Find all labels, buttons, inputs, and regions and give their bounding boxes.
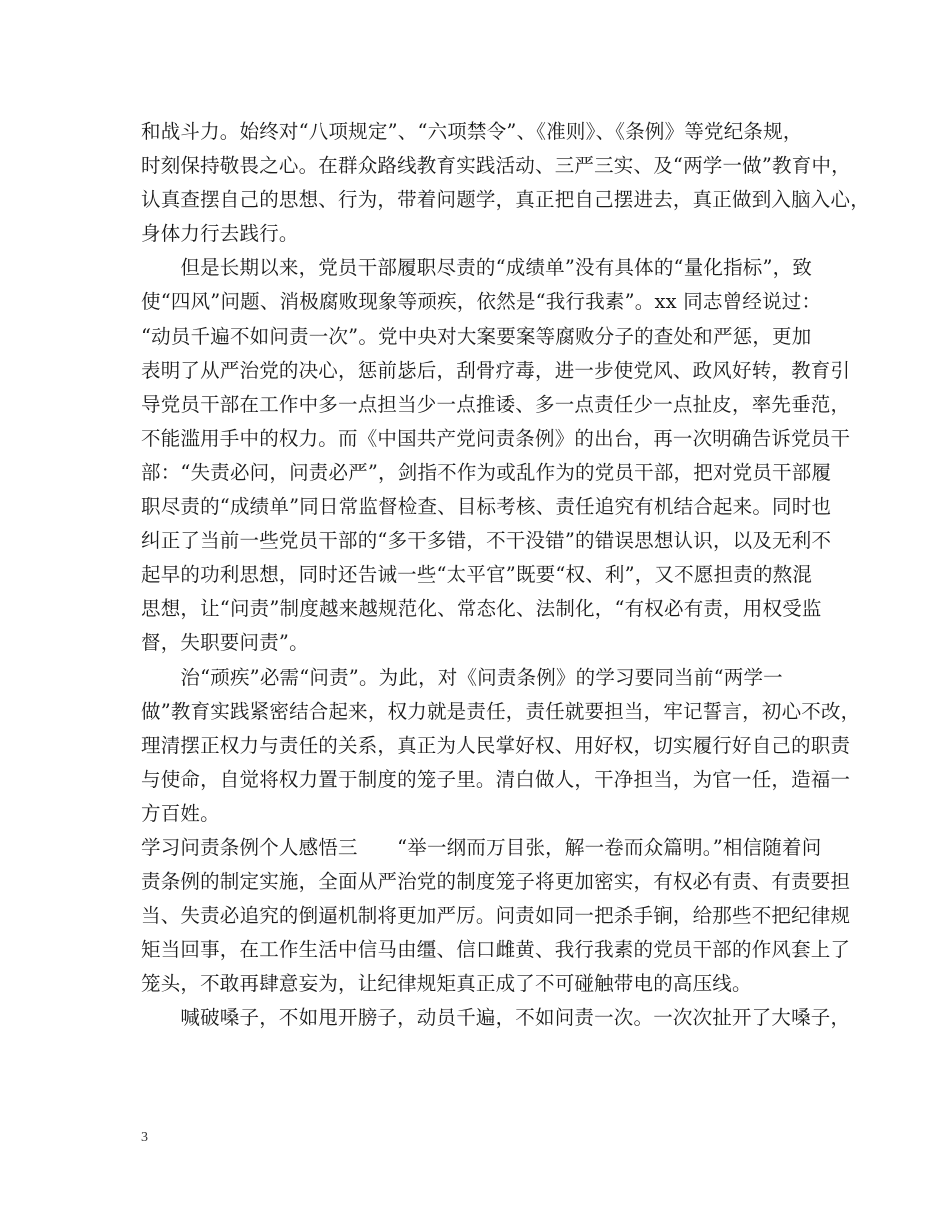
text-line: 督，失职要问责”。 (141, 631, 309, 655)
text-line: 喊破嗓子，不如甩开膀子，动员千遍，不如问责一次。一次次扯开了大嗓子， (141, 1006, 851, 1030)
text-line: 表明了从严治党的决心，惩前毖后，刮骨疗毒，进一步使党风、政风好转，教育引 (141, 358, 851, 382)
text-line: 当、失责必追究的倒逼机制将更加严厉。问责如同一把杀手锏，给那些不把纪律规 (141, 904, 851, 928)
text-line: 方百姓。 (141, 801, 220, 825)
text-line: 使“四风”问题、消极腐败现象等顽疾，依然是“我行我素”。xx 同志曾经说过： (141, 290, 822, 314)
text-line: 学习问责条例个人感悟三 “举一纲而万目张，解一卷而众篇明。”相信随着问 (141, 835, 822, 859)
text-line: 思想，让“问责”制度越来越规范化、常态化、法制化，“有权必有责，用权受监 (141, 597, 822, 621)
document-body (141, 115, 870, 1036)
text-line: 和战斗力。始终对“八项规定”、“六项禁令”、《准则》、《条例》等党纪条规， (141, 120, 803, 143)
text-line: 做”教育实践紧密结合起来，权力就是责任，责任就要担当，牢记誓言，初心不改， (141, 699, 861, 723)
text-line: 笼头，不敢再肆意妄为，让纪律规矩真正成了不可碰触带电的高压线。 (141, 972, 752, 996)
text-line: 责条例的制定实施，全面从严治党的制度笼子将更加密实，有权必有责、有责要担 (141, 870, 851, 894)
text-line: 身体力行去践行。 (141, 222, 299, 246)
text-line: 矩当回事，在工作生活中信马由缰、信口雌黄、我行我素的党员干部的作风套上了 (141, 938, 851, 962)
text-line: 治“顽疾”必需“问责”。为此，对《问责条例》的学习要同当前“两学一 (141, 665, 783, 689)
text-line: 不能滥用手中的权力。而《中国共产党问责条例》的出台，再一次明确告诉党员干 (141, 426, 851, 450)
text-line: 认真查摆自己的思想、行为，带着问题学，真正把自己摆进去，真正做到入脑入心， (141, 188, 870, 212)
text-line: 时刻保持敬畏之心。在群众路线教育实践活动、三严三实、及“两学一做”教育中， (141, 154, 851, 178)
text-line: 理清摆正权力与责任的关系，真正为人民掌好权、用好权，切实履行好自己的职责 (141, 733, 851, 757)
text-line: 起早的功利思想，同时还告诫一些“太平官”既要“权、利”，又不愿担责的熬混 (141, 563, 813, 587)
text-line: 职尽责的“成绩单”同日常监督检查、目标考核、责任追究有机结合起来。同时也 (141, 495, 832, 519)
text-line: “动员千遍不如问责一次”。党中央对大案要案等腐败分子的查处和严惩，更加 (141, 324, 812, 348)
page-number: 3 (141, 1130, 148, 1145)
text-line: 与使命，自觉将权力置于制度的笼子里。清白做人，干净担当，为官一任，造福一 (141, 767, 851, 791)
text-line: 部：“失责必问，问责必严”，剑指不作为或乱作为的党员干部，把对党员干部履 (141, 460, 832, 484)
text-line: 纠正了当前一些党员干部的“多干多错，不干没错”的错误思想认识，以及无利不 (141, 529, 832, 553)
text-line: 但是长期以来，党员干部履职尽责的“成绩单”没有具体的“量化指标”，致 (141, 256, 813, 280)
text-line: 导党员干部在工作中多一点担当少一点推诿、多一点责任少一点扯皮，率先垂范， (141, 392, 851, 416)
